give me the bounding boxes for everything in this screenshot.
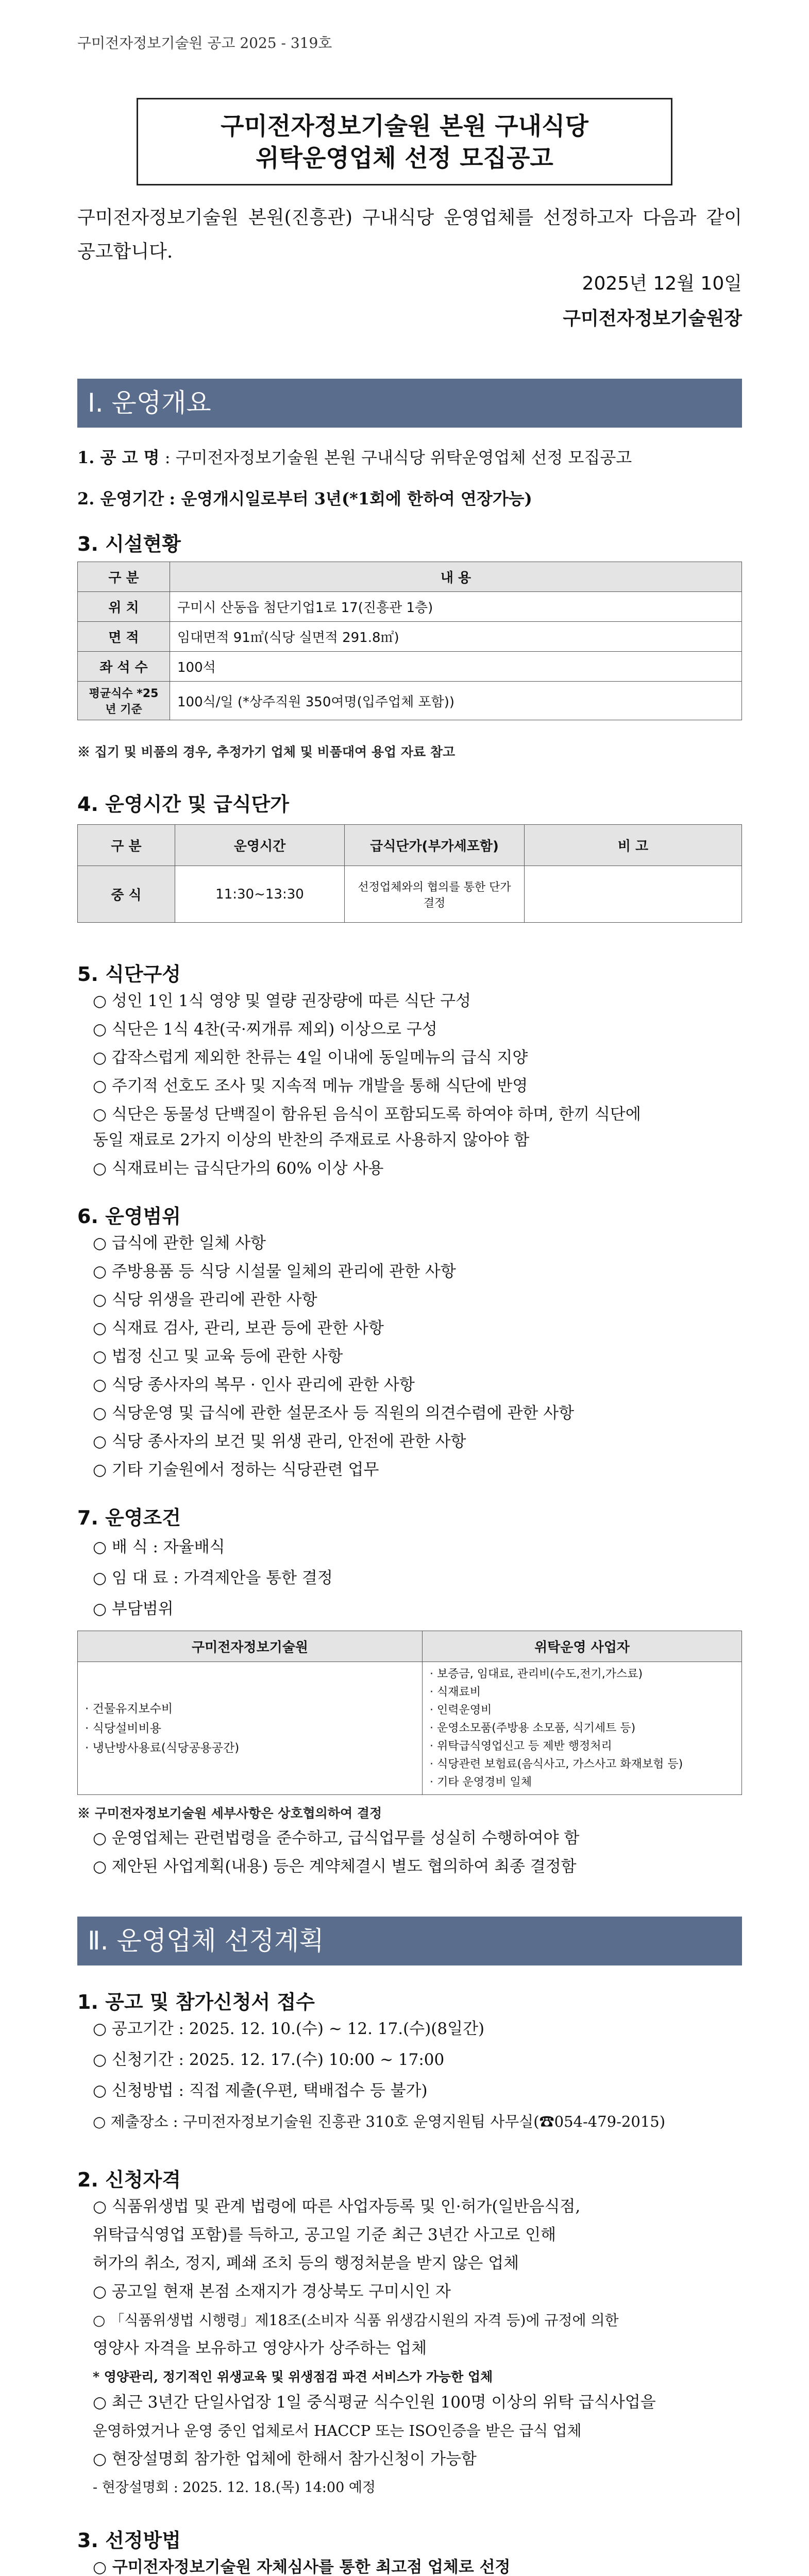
facility-row-value: 임대면적 91㎡(식당 실면적 291.8㎡) bbox=[170, 622, 742, 652]
hours-header-cell: 운영시간 bbox=[175, 825, 345, 866]
item-6-bullet: ○ 식당운영 및 급식에 관한 설문조사 등 직원의 의견수렴에 관한 사항 bbox=[93, 1404, 575, 1422]
hours-table bbox=[77, 824, 742, 923]
facility-row-value: 100식/일 (*상주직원 350여명(입주업체 포함)) bbox=[170, 682, 742, 720]
burden-left-item: · 건물유지보수비 bbox=[85, 1702, 173, 1716]
item-5-bullet: ○ 식재료비는 급식단가의 60% 이상 사용 bbox=[93, 1159, 384, 1178]
burden-right-item: · 인력운영비 bbox=[430, 1704, 492, 1717]
s2-item-1-bullet: ○ 제출장소 : 구미전자정보기술원 진흥관 310호 운영지원팀 사무실(☎054-479-2015) bbox=[93, 2113, 666, 2130]
item-6-bullet: ○ 식당 위생을 관리에 관한 사항 bbox=[93, 1291, 317, 1309]
burden-right-item: · 식재료비 bbox=[430, 1686, 481, 1699]
facility-table bbox=[77, 562, 742, 720]
facility-row-label: 면 적 bbox=[78, 622, 170, 652]
title-line-1: 구미전자정보기술원 본원 구내식당 bbox=[221, 112, 588, 141]
item-7-title: 7. 운영조건 bbox=[77, 1506, 181, 1529]
burden-right-item: · 기타 운영경비 일체 bbox=[430, 1776, 532, 1789]
item-3-title: 3. 시설현황 bbox=[77, 533, 181, 555]
facility-header-cell: 구 분 bbox=[78, 562, 170, 592]
announcement-date: 2025년 12월 10일 bbox=[582, 273, 742, 294]
burden-header-cell: 구미전자정보기술원 bbox=[78, 1631, 423, 1662]
item-6-bullet: ○ 식당 종사자의 복무 · 인사 관리에 관한 사항 bbox=[93, 1376, 415, 1394]
burden-right-item: · 위탁급식영업신고 등 제반 행정처리 bbox=[430, 1740, 612, 1753]
item-6-bullet: ○ 급식에 관한 일체 사항 bbox=[93, 1234, 266, 1252]
item-5-bullet: ○ 식단은 1식 4찬(국·찌개류 제외) 이상으로 구성 bbox=[93, 1020, 437, 1039]
hours-header-cell: 구 분 bbox=[78, 825, 175, 866]
title-box bbox=[137, 98, 672, 185]
item-6-bullet: ○ 법정 신고 및 교육 등에 관한 사항 bbox=[93, 1347, 343, 1366]
item-6-bullet: ○ 식당 종사자의 보건 및 위생 관리, 안전에 관한 사항 bbox=[93, 1432, 466, 1451]
item-6-bullet: ○ 식재료 검사, 관리, 보관 등에 관한 사항 bbox=[93, 1319, 384, 1337]
item-5-title: 5. 식단구성 bbox=[77, 963, 181, 986]
s2-item-2-bullet: ○ 「식품위생법 시행령」제18조(소비자 식품 위생감시원의 자격 등)에 규정에 의한 bbox=[93, 2312, 619, 2329]
burden-right-item: · 보증금, 임대료, 관리비(수도,전기,가스료) bbox=[430, 1668, 643, 1681]
s2-item-1-title: 1. 공고 및 참가신청서 접수 bbox=[77, 1991, 315, 2013]
hours-header-cell: 비 고 bbox=[525, 825, 742, 866]
item-1 bbox=[77, 446, 742, 469]
item-2-text: : 운영개시일로부터 3년(*1회에 한하여 연장가능) bbox=[169, 489, 532, 509]
item-6-bullet: ○ 기타 기술원에서 정하는 식당관련 업무 bbox=[93, 1461, 379, 1479]
facility-row-label: 위 치 bbox=[78, 592, 170, 622]
hours-cell: 중 식 bbox=[78, 866, 175, 923]
hours-cell: 선정업체와의 협의를 통한 단가 결정 bbox=[345, 866, 525, 923]
facility-note: ※ 집기 및 비품의 경우, 추정가기 업체 및 비품대여 용업 자료 참고 bbox=[77, 744, 456, 759]
item-7-bullet: ○ 배 식 : 자율배식 bbox=[93, 1538, 225, 1556]
hours-header-cell: 급식단가(부가세포함) bbox=[345, 825, 525, 866]
item-7-bullet: ○ 임 대 료 : 가격제안을 통한 결정 bbox=[93, 1569, 333, 1587]
item-5-bullet: ○ 성인 1인 1식 영양 및 열량 권장량에 따른 식단 구성 bbox=[93, 992, 471, 1010]
item-1-text: : 구미전자정보기술원 본원 구내식당 위탁운영업체 선정 모집공고 bbox=[164, 448, 632, 467]
title-line-2: 위탁운영업체 선정 모집공고 bbox=[256, 144, 553, 173]
s2-item-3-bullet: ○ 구미전자정보기술원 자체심사를 통한 최고점 업체로 선정 bbox=[93, 2558, 511, 2576]
s2-item-2-bullet: ○ 현장설명회 참가한 업체에 한해서 참가신청이 가능함 bbox=[93, 2450, 477, 2468]
item-7-extra: ○ 운영업체는 관련법령을 준수하고, 급식업무를 성실히 수행하여야 함 bbox=[93, 1829, 580, 1848]
facility-header-cell: 내 용 bbox=[170, 562, 742, 592]
s2-item-2-bullet: ○ 식품위생법 및 관계 법령에 따른 사업자등록 및 인·허가(일반음식점, bbox=[93, 2197, 581, 2216]
burden-table bbox=[77, 1631, 742, 1795]
hours-cell bbox=[525, 866, 742, 923]
item-7-extra: ○ 제안된 사업계획(내용) 등은 계약체결시 별도 협의하여 최종 결정함 bbox=[93, 1857, 577, 1876]
burden-left-item: · 식당설비비용 bbox=[85, 1721, 161, 1735]
item-6-bullet: ○ 주방용품 등 식당 시설물 일체의 관리에 관한 사항 bbox=[93, 1262, 456, 1281]
item-1-label: 1. 공 고 명 bbox=[77, 448, 160, 467]
burden-right-cell bbox=[423, 1662, 742, 1795]
burden-right-item: · 식당관련 보험료(음식사고, 가스사고 화재보험 등) bbox=[430, 1758, 683, 1771]
s2-item-2-title: 2. 신청자격 bbox=[77, 2168, 181, 2191]
hours-cell: 11:30~13:30 bbox=[175, 866, 345, 923]
burden-left-item: · 냉난방사용료(식당공용공간) bbox=[85, 1741, 240, 1755]
s2-item-2-bullet: ○ 최근 3년간 단일사업장 1일 중식평균 식수인원 100명 이상의 위탁 급식사업을 bbox=[93, 2393, 656, 2412]
item-2-label: 2. 운영기간 bbox=[77, 489, 164, 509]
item-5-bullet: ○ 주기적 선호도 조사 및 지속적 메뉴 개발을 통해 식단에 반영 bbox=[93, 1077, 528, 1095]
section-1-header: Ⅰ. 운영개요 bbox=[77, 379, 742, 428]
item-5-bullet: ○ 식단은 동물성 단백질이 함유된 음식이 포함되도록 하여야 하며, 한끼 식단에 bbox=[93, 1105, 641, 1124]
s2-item-3-title: 3. 선정방법 bbox=[77, 2529, 181, 2552]
item-6-title: 6. 운영범위 bbox=[77, 1205, 181, 1228]
section-2-header: Ⅱ. 운영업체 선정계획 bbox=[77, 1917, 742, 1965]
facility-row-value: 구미시 산동읍 첨단기업1로 17(진흥관 1층) bbox=[170, 592, 742, 622]
burden-header-cell: 위탁운영 사업자 bbox=[423, 1631, 742, 1662]
s2-item-2-bullet: - 현장설명회 : 2025. 12. 18.(목) 14:00 예정 bbox=[93, 2480, 376, 2496]
item-5-bullet: 동일 재료로 2가지 이상의 반찬의 주재료로 사용하지 않아야 함 bbox=[93, 1131, 530, 1149]
s2-item-2-bullet: 허가의 취소, 정지, 폐쇄 조치 등의 행정처분을 받지 않은 업체 bbox=[93, 2254, 519, 2273]
facility-row-label: 평균식수 *25년 기준 bbox=[78, 682, 170, 720]
organization-name: 구미전자정보기술원장 bbox=[563, 308, 742, 329]
s2-item-2-bullet: ○ 공고일 현재 본점 소재지가 경상북도 구미시인 자 bbox=[93, 2282, 451, 2301]
s2-item-2-bullet: 위탁급식영업 포함)를 득하고, 공고일 기준 최근 3년간 사고로 인해 bbox=[93, 2226, 557, 2244]
facility-row-value: 100석 bbox=[170, 652, 742, 682]
announcement-number: 구미전자정보기술원 공고 2025 - 319호 bbox=[77, 35, 332, 52]
item-5-bullet: ○ 갑작스럽게 제외한 찬류는 4일 이내에 동일메뉴의 급식 지양 bbox=[93, 1048, 528, 1067]
s2-item-1-bullet: ○ 공고기간 : 2025. 12. 10.(수) ~ 12. 17.(수)(8일간) bbox=[93, 2020, 485, 2038]
burden-left-cell bbox=[78, 1662, 423, 1795]
s2-item-1-bullet: ○ 신청방법 : 직접 제출(우편, 택배접수 등 불가) bbox=[93, 2081, 428, 2100]
item-2 bbox=[77, 487, 742, 511]
s2-item-2-bullet: * 영양관리, 정기적인 위생교육 및 위생점검 파견 서비스가 가능한 업체 bbox=[93, 2369, 493, 2384]
burden-note: ※ 구미전자정보기술원 세부사항은 상호협의하여 결정 bbox=[77, 1806, 382, 1821]
facility-row-label: 좌 석 수 bbox=[78, 652, 170, 682]
s2-item-2-bullet: 영양사 자격을 보유하고 영양사가 상주하는 업체 bbox=[93, 2339, 427, 2358]
item-7-bullet: ○ 부담범위 bbox=[93, 1600, 174, 1618]
burden-right-item: · 운영소모품(주방용 소모품, 식기세트 등) bbox=[430, 1722, 636, 1735]
s2-item-2-bullet: 운영하였거나 운영 중인 업체로서 HACCP 또는 ISO인증을 받은 급식 업체 bbox=[93, 2422, 582, 2439]
intro-paragraph: 구미전자정보기술원 본원(진흥관) 구내식당 운영업체를 선정하고자 다음과 같이 공고합니다. bbox=[77, 207, 742, 262]
item-4-title: 4. 운영시간 및 급식단가 bbox=[77, 793, 289, 816]
s2-item-1-bullet: ○ 신청기간 : 2025. 12. 17.(수) 10:00 ~ 17:00 bbox=[93, 2050, 445, 2069]
